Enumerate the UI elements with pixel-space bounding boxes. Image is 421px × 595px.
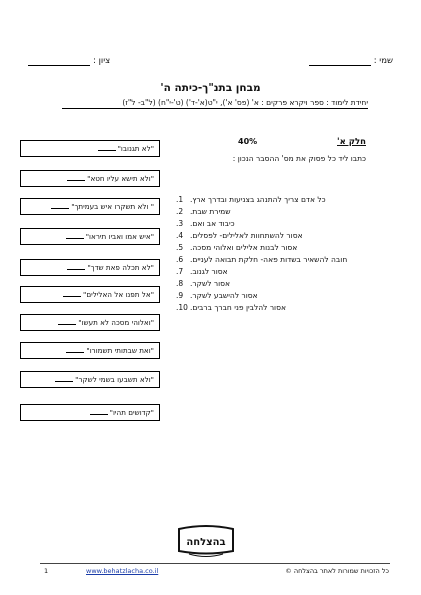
answer-blank[interactable] <box>55 372 73 382</box>
verse-box[interactable]: " ולא תשקרו איש בעמיתך" <box>20 198 160 215</box>
verse-box[interactable]: "ואת שבתותי תשמורו" <box>20 342 160 359</box>
answer-blank[interactable] <box>67 171 85 181</box>
page-number: 1 <box>44 567 49 575</box>
grade-label: ציון : <box>93 56 111 66</box>
name-line <box>309 56 371 66</box>
verse-box[interactable]: "לא תגנובו" <box>20 140 160 157</box>
part-heading: חלק א' <box>337 137 366 147</box>
name-field[interactable] <box>309 56 393 66</box>
list-item: 7. אסור לגנוב. <box>176 267 228 276</box>
verse-box[interactable]: "קדושים תהיו" <box>20 404 160 421</box>
verse-box[interactable]: "ואלוהי מסכה לא תעשו" <box>20 314 160 331</box>
svg-text:בהצלחה: בהצלחה <box>186 537 226 548</box>
behatzlacha-logo <box>175 521 237 561</box>
list-item: 2. שמירת שבת. <box>176 207 231 216</box>
grade-line <box>28 56 90 66</box>
header-row <box>28 56 393 72</box>
answer-blank[interactable] <box>66 229 84 239</box>
verse-box[interactable]: "איש אמו ואביו תיראו" <box>20 228 160 245</box>
name-label: שמי : <box>373 56 393 66</box>
answer-blank[interactable] <box>98 141 116 151</box>
site-link[interactable]: www.behatzlacha.co.il <box>86 567 159 575</box>
answer-blank[interactable] <box>90 405 108 415</box>
part-percent: 40% <box>238 137 258 146</box>
explanations-list <box>176 194 366 314</box>
list-item: 9. אסור להישבע לשקר. <box>176 291 258 300</box>
answer-blank[interactable] <box>67 260 85 270</box>
list-item: 4. אסור להשתחוות לאלילים- לפסלים. <box>176 231 303 240</box>
verse-box[interactable]: "אל תפנו אל האלילים" <box>20 286 160 303</box>
list-item: 5. אסור לבנות אלילים ואלוהי מסכה. <box>176 243 298 252</box>
grade-field[interactable] <box>28 56 110 66</box>
list-item: 10. אסור להלבין פני חברך ברבים. <box>176 303 286 312</box>
list-item: 3. כיבוד אב ואם. <box>176 219 235 228</box>
instruction: כתבו ליד כל פסוק את מס' ההסבר הנכון : <box>232 154 366 163</box>
footer-divider <box>40 563 390 564</box>
study-unit: יחידת לימוד : ספר ויקרא פרקים : א' (פס' א'), י"ט(א'-ד') (ט'-י"ח) (ל"ב- ל"ז) <box>62 98 368 109</box>
answer-blank[interactable] <box>51 199 69 209</box>
verse-box[interactable]: "ולא תשבעו בשמי לשקר" <box>20 371 160 388</box>
answer-blank[interactable] <box>63 287 81 297</box>
verse-box[interactable]: "לא תכלה פאת שדך" <box>20 259 160 276</box>
answer-blank[interactable] <box>58 315 76 325</box>
list-item: 8. אסור לשקר. <box>176 279 231 288</box>
copyright-text: כל הזכויות שמורות לאתר בהצלחה © <box>285 567 389 575</box>
list-item: 6. חובה להשאיר בשדות פאה- חלקת תבואה לעניים. <box>176 255 348 264</box>
answer-blank[interactable] <box>66 343 84 353</box>
list-item: 1. כל אדם צריך להתנהג בצניעות ובדרך ארץ. <box>176 195 326 204</box>
verse-box[interactable]: "ולא תישא עליו חטא" <box>20 170 160 187</box>
page-title: מבחן בתנ"ך-כיתה ה' <box>160 82 261 94</box>
